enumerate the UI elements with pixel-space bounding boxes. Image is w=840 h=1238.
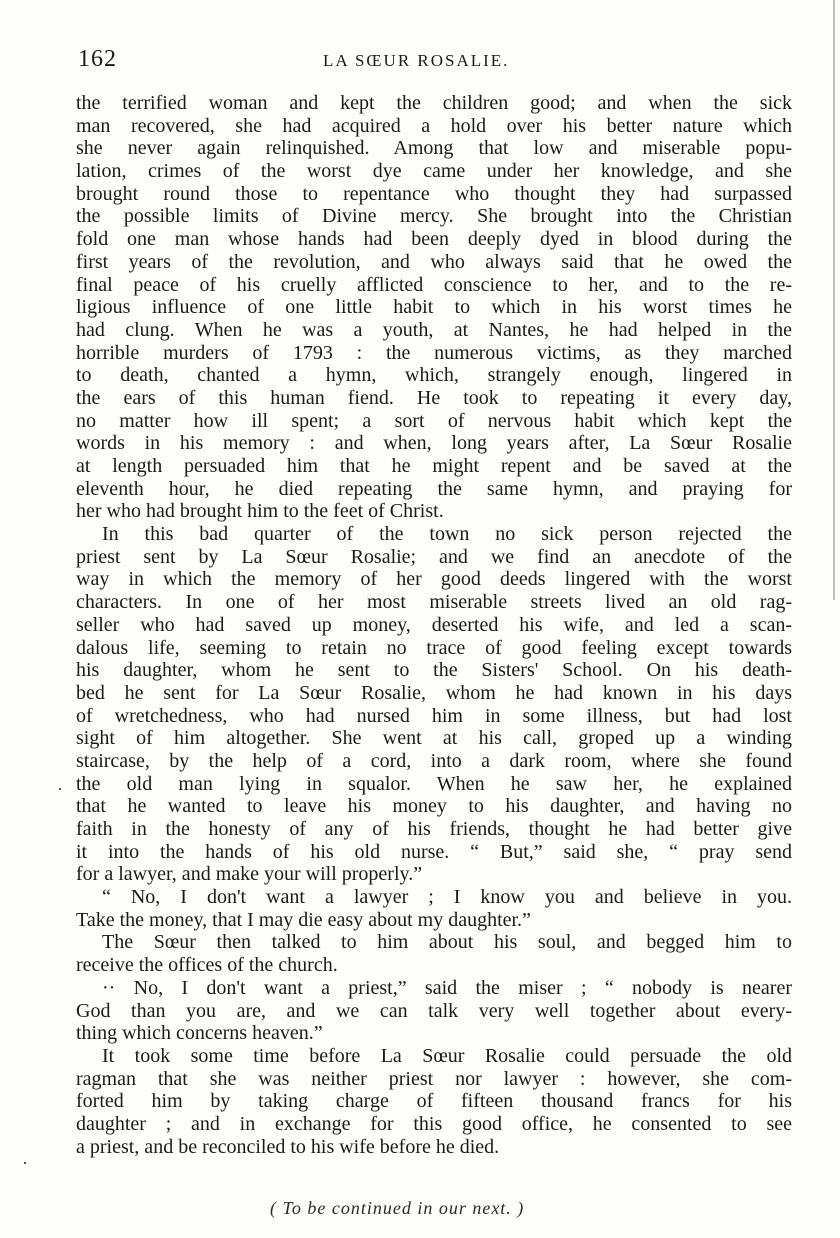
text-line: The Sœur then talked to him about his soul, and begged him to [102,931,792,954]
text-line: his daughter, whom he sent to the Sisters' School. On his death- [76,659,792,682]
print-speck [59,788,61,790]
text-line: thing which concerns heaven.” [76,1022,323,1045]
text-line: daughter ; and in exchange for this good office, he consented to see [76,1112,792,1135]
page-header [78,44,794,74]
article-body [76,92,792,1158]
text-line: no matter how ill spent; a sort of nervous habit which kept the [76,409,792,432]
text-line: man recovered, she had acquired a hold over his better nature which [76,114,792,137]
text-line: staircase, by the help of a cord, into a dark room, where she found [76,749,792,772]
page-number: 162 [78,46,117,72]
text-line: the possible limits of Divine mercy. She brought into the Christian [76,205,792,228]
text-line: seller who had saved up money, deserted his wife, and led a scan- [76,613,792,636]
text-line: for a lawyer, and make your will properly.” [76,863,423,886]
text-line: ligious influence of one little habit to which in his worst times he [76,296,792,319]
text-line: forted him by taking charge of fifteen thousand francs for his [76,1090,792,1113]
text-line: In this bad quarter of the town no sick person rejected the [102,523,792,546]
text-line: the terrified woman and kept the children good; and when the sick [76,92,792,114]
text-line: to death, chanted a hymn, which, strangely enough, lingered in [76,364,792,387]
running-title: LA SŒUR ROSALIE. [323,51,510,70]
text-line: lation, crimes of the worst dye came under her knowledge, and she [76,160,792,183]
continued-note: ( To be continued in our next. ) [270,1198,525,1218]
page-edge-line [833,0,835,600]
text-line: the ears of this human fiend. He took to repeating it every day, [76,386,792,409]
text-line: receive the offices of the church. [76,954,338,977]
text-line: faith in the honesty of any of his friends, thought he had better give [76,818,792,840]
text-line: had clung. When he was a youth, at Nantes, he had helped in the [76,318,792,341]
text-line: sight of him altogether. She went at his call, groped up a winding [76,727,792,750]
text-line: the old man lying in squalor. When he saw her, he explained [76,772,792,795]
text-line: horrible murders of 1793 : the numerous victims, as they marched [76,341,792,364]
text-line: ragman that she was neither priest nor lawyer : however, she com- [76,1067,792,1090]
text-line: brought round those to repentance who thought they had surpassed [76,182,792,205]
text-line: dalous life, seeming to retain no trace of good feeling except towards [76,636,792,659]
text-line: final peace of his cruelly afflicted conscience to her, and to the re- [76,273,792,296]
text-line: that he wanted to leave his money to his daughter, and having no [76,795,792,818]
text-line: a priest, and be reconciled to his wife before he died. [76,1135,500,1158]
text-line: words in his memory : and when, long years after, La Sœur Rosalie [76,432,792,455]
text-line: it into the hands of his old nurse. “ But,” said she, “ pray send [76,840,792,863]
text-line: of wretchedness, who had nursed him in some illness, but had lost [76,704,792,727]
text-line: at length persuaded him that he might repent and be saved at the [76,455,792,477]
text-line: eleventh hour, he died repeating the same hymn, and praying for [76,477,792,500]
text-line: “ No, I don't want a lawyer ; I know you and believe in you. [102,886,792,909]
text-line: characters. In one of her most miserable streets lived an old rag- [76,591,792,614]
text-line: first years of the revolution, and who always said that he owed the [76,250,792,273]
text-line: priest sent by La Sœur Rosalie; and we find an anecdote of the [76,545,792,568]
text-line: way in which the memory of her good deeds lingered with the worst [76,568,792,591]
text-line: she never again relinquished. Among that low and miserable popu- [76,137,792,160]
text-line: fold one man whose hands had been deeply dyed in blood during the [76,228,792,251]
text-line: ·· No, I don't want a priest,” said the miser ; “ nobody is nearer [102,976,792,999]
text-line: Take the money, that I may die easy about my daughter.” [76,908,531,931]
text-line: bed he sent for La Sœur Rosalie, whom he had known in his days [76,681,792,704]
text-line: God than you are, and we can talk very well together about every- [76,999,792,1022]
text-line: her who had brought him to the feet of Christ. [76,500,444,523]
text-line: It took some time before La Sœur Rosalie could persuade the old [102,1044,792,1067]
print-speck [24,1162,26,1164]
